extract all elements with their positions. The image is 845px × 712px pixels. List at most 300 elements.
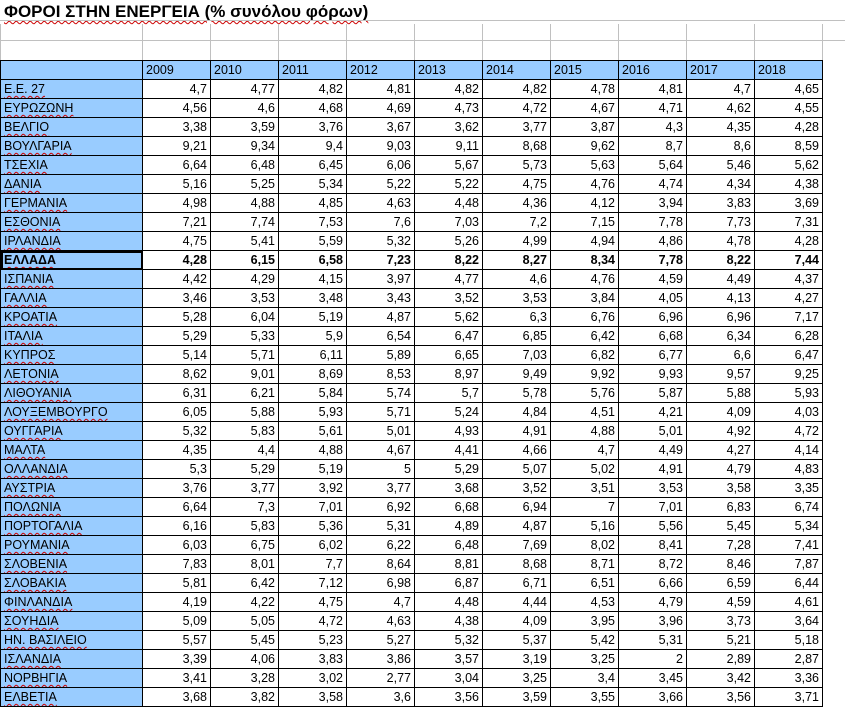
value-cell[interactable]: 5,26 bbox=[415, 232, 483, 251]
value-cell[interactable]: 4,91 bbox=[483, 422, 551, 441]
value-cell[interactable]: 5,84 bbox=[279, 384, 347, 403]
value-cell[interactable]: 6,03 bbox=[143, 536, 211, 555]
value-cell[interactable]: 8,64 bbox=[347, 555, 415, 574]
country-label-cell[interactable]: ΙΣΠΑΝΙΑ bbox=[1, 270, 143, 289]
value-cell[interactable]: 4,7 bbox=[551, 441, 619, 460]
year-header-2011[interactable]: 2011 bbox=[279, 61, 347, 80]
value-cell[interactable]: 3,66 bbox=[619, 688, 687, 707]
value-cell[interactable]: 5,62 bbox=[415, 308, 483, 327]
value-cell[interactable]: 7,73 bbox=[687, 213, 755, 232]
value-cell[interactable]: 5,89 bbox=[347, 346, 415, 365]
value-cell[interactable]: 4,12 bbox=[551, 194, 619, 213]
value-cell[interactable]: 5,71 bbox=[347, 403, 415, 422]
country-label-cell[interactable]: ΜΑΛΤΑ bbox=[1, 441, 143, 460]
value-cell[interactable]: 3,51 bbox=[551, 479, 619, 498]
country-label-cell[interactable]: Ε.Ε. 27 bbox=[1, 80, 143, 99]
value-cell[interactable]: 7,83 bbox=[143, 555, 211, 574]
value-cell[interactable]: 5,31 bbox=[347, 517, 415, 536]
value-cell[interactable]: 4,37 bbox=[755, 270, 823, 289]
value-cell[interactable]: 4,73 bbox=[415, 99, 483, 118]
value-cell[interactable]: 6,76 bbox=[551, 308, 619, 327]
value-cell[interactable]: 3,55 bbox=[551, 688, 619, 707]
value-cell[interactable]: 6,92 bbox=[347, 498, 415, 517]
value-cell[interactable]: 6,83 bbox=[687, 498, 755, 517]
value-cell[interactable]: 6,68 bbox=[415, 498, 483, 517]
value-cell[interactable]: 7,01 bbox=[619, 498, 687, 517]
value-cell[interactable]: 5,88 bbox=[687, 384, 755, 403]
value-cell[interactable]: 4,09 bbox=[687, 403, 755, 422]
value-cell[interactable]: 6,58 bbox=[279, 251, 347, 270]
value-cell[interactable]: 4,59 bbox=[687, 593, 755, 612]
value-cell[interactable]: 3,35 bbox=[755, 479, 823, 498]
value-cell[interactable]: 5,19 bbox=[279, 308, 347, 327]
country-label-cell[interactable]: ΟΛΛΑΝΔΙΑ bbox=[1, 460, 143, 479]
value-cell[interactable]: 4,72 bbox=[279, 612, 347, 631]
value-cell[interactable]: 4,98 bbox=[143, 194, 211, 213]
value-cell[interactable]: 7 bbox=[551, 498, 619, 517]
value-cell[interactable]: 6,48 bbox=[415, 536, 483, 555]
country-label-cell[interactable]: ΣΛΟΒΕΝΙΑ bbox=[1, 555, 143, 574]
value-cell[interactable]: 3,41 bbox=[143, 669, 211, 688]
value-cell[interactable]: 4,53 bbox=[551, 593, 619, 612]
value-cell[interactable]: 6,02 bbox=[279, 536, 347, 555]
value-cell[interactable]: 6,42 bbox=[551, 327, 619, 346]
value-cell[interactable]: 4,05 bbox=[619, 289, 687, 308]
value-cell[interactable]: 8,69 bbox=[279, 365, 347, 384]
value-cell[interactable]: 7,17 bbox=[755, 308, 823, 327]
value-cell[interactable]: 3,71 bbox=[755, 688, 823, 707]
value-cell[interactable]: 8,68 bbox=[483, 137, 551, 156]
value-cell[interactable]: 5,02 bbox=[551, 460, 619, 479]
value-cell[interactable]: 4,28 bbox=[755, 118, 823, 137]
country-label-cell[interactable]: ΣΟΥΗΔΙΑ bbox=[1, 612, 143, 631]
value-cell[interactable]: 3,4 bbox=[551, 669, 619, 688]
value-cell[interactable]: 3,57 bbox=[415, 650, 483, 669]
year-header-2015[interactable]: 2015 bbox=[551, 61, 619, 80]
value-cell[interactable]: 5,34 bbox=[279, 175, 347, 194]
value-cell[interactable]: 8,71 bbox=[551, 555, 619, 574]
value-cell[interactable]: 6,64 bbox=[143, 156, 211, 175]
value-cell[interactable]: 4,81 bbox=[619, 80, 687, 99]
value-cell[interactable]: 6,47 bbox=[415, 327, 483, 346]
value-cell[interactable]: 6,04 bbox=[211, 308, 279, 327]
country-label-cell[interactable]: ΛΟΥΞΕΜΒΟΥΡΓΟ bbox=[1, 403, 143, 422]
value-cell[interactable]: 5,93 bbox=[279, 403, 347, 422]
value-cell[interactable]: 7,31 bbox=[755, 213, 823, 232]
value-cell[interactable]: 4,78 bbox=[551, 80, 619, 99]
value-cell[interactable]: 4,63 bbox=[347, 612, 415, 631]
header-corner-cell[interactable] bbox=[1, 61, 143, 80]
value-cell[interactable]: 4,87 bbox=[347, 308, 415, 327]
value-cell[interactable]: 5,37 bbox=[483, 631, 551, 650]
value-cell[interactable]: 3,39 bbox=[143, 650, 211, 669]
value-cell[interactable]: 3,45 bbox=[619, 669, 687, 688]
value-cell[interactable]: 9,21 bbox=[143, 137, 211, 156]
value-cell[interactable]: 9,01 bbox=[211, 365, 279, 384]
value-cell[interactable]: 3,96 bbox=[619, 612, 687, 631]
country-label-cell[interactable]: ΦΙΝΛΑΝΔΙΑ bbox=[1, 593, 143, 612]
value-cell[interactable]: 4,6 bbox=[211, 99, 279, 118]
value-cell[interactable]: 3,92 bbox=[279, 479, 347, 498]
value-cell[interactable]: 5,24 bbox=[415, 403, 483, 422]
value-cell[interactable]: 8,01 bbox=[211, 555, 279, 574]
value-cell[interactable]: 4,63 bbox=[347, 194, 415, 213]
value-cell[interactable]: 9,49 bbox=[483, 365, 551, 384]
value-cell[interactable]: 3,04 bbox=[415, 669, 483, 688]
value-cell[interactable]: 3,77 bbox=[483, 118, 551, 137]
value-cell[interactable]: 7,15 bbox=[551, 213, 619, 232]
value-cell[interactable]: 4,44 bbox=[483, 593, 551, 612]
value-cell[interactable]: 4,82 bbox=[279, 80, 347, 99]
value-cell[interactable]: 8,81 bbox=[415, 555, 483, 574]
value-cell[interactable]: 7,78 bbox=[619, 213, 687, 232]
year-header-2009[interactable]: 2009 bbox=[143, 61, 211, 80]
value-cell[interactable]: 8,46 bbox=[687, 555, 755, 574]
value-cell[interactable]: 4,88 bbox=[211, 194, 279, 213]
year-header-2012[interactable]: 2012 bbox=[347, 61, 415, 80]
value-cell[interactable]: 3,48 bbox=[279, 289, 347, 308]
value-cell[interactable]: 4,66 bbox=[483, 441, 551, 460]
value-cell[interactable]: 5,3 bbox=[143, 460, 211, 479]
value-cell[interactable]: 8,68 bbox=[483, 555, 551, 574]
value-cell[interactable]: 5,45 bbox=[687, 517, 755, 536]
value-cell[interactable]: 4,79 bbox=[619, 593, 687, 612]
value-cell[interactable]: 2,87 bbox=[755, 650, 823, 669]
value-cell[interactable]: 7,21 bbox=[143, 213, 211, 232]
value-cell[interactable]: 6,22 bbox=[347, 536, 415, 555]
value-cell[interactable]: 5,64 bbox=[619, 156, 687, 175]
value-cell[interactable]: 4,69 bbox=[347, 99, 415, 118]
value-cell[interactable]: 6,94 bbox=[483, 498, 551, 517]
value-cell[interactable]: 7,2 bbox=[483, 213, 551, 232]
value-cell[interactable]: 6,31 bbox=[143, 384, 211, 403]
value-cell[interactable]: 5,41 bbox=[211, 232, 279, 251]
value-cell[interactable]: 6,47 bbox=[755, 346, 823, 365]
value-cell[interactable]: 2,89 bbox=[687, 650, 755, 669]
value-cell[interactable]: 3,77 bbox=[347, 479, 415, 498]
value-cell[interactable]: 5 bbox=[347, 460, 415, 479]
value-cell[interactable]: 5,7 bbox=[415, 384, 483, 403]
value-cell[interactable]: 3,52 bbox=[483, 479, 551, 498]
value-cell[interactable]: 6,59 bbox=[687, 574, 755, 593]
value-cell[interactable]: 4,7 bbox=[687, 80, 755, 99]
value-cell[interactable]: 4,62 bbox=[687, 99, 755, 118]
value-cell[interactable]: 8,41 bbox=[619, 536, 687, 555]
value-cell[interactable]: 5,56 bbox=[619, 517, 687, 536]
value-cell[interactable]: 8,22 bbox=[687, 251, 755, 270]
value-cell[interactable]: 3,25 bbox=[483, 669, 551, 688]
value-cell[interactable]: 5,21 bbox=[687, 631, 755, 650]
value-cell[interactable]: 5,05 bbox=[211, 612, 279, 631]
value-cell[interactable]: 5,32 bbox=[415, 631, 483, 650]
value-cell[interactable]: 6,54 bbox=[347, 327, 415, 346]
value-cell[interactable]: 4,74 bbox=[619, 175, 687, 194]
value-cell[interactable]: 2 bbox=[619, 650, 687, 669]
country-label-cell[interactable]: ΟΥΓΓΑΡΙΑ bbox=[1, 422, 143, 441]
value-cell[interactable]: 5,67 bbox=[415, 156, 483, 175]
value-cell[interactable]: 4,67 bbox=[347, 441, 415, 460]
value-cell[interactable]: 6,16 bbox=[143, 517, 211, 536]
value-cell[interactable]: 3,53 bbox=[483, 289, 551, 308]
value-cell[interactable]: 5,81 bbox=[143, 574, 211, 593]
country-label-cell[interactable]: ΓΕΡΜΑΝΙΑ bbox=[1, 194, 143, 213]
value-cell[interactable]: 9,57 bbox=[687, 365, 755, 384]
value-cell[interactable]: 3,56 bbox=[687, 688, 755, 707]
value-cell[interactable]: 4,88 bbox=[279, 441, 347, 460]
value-cell[interactable]: 3,73 bbox=[687, 612, 755, 631]
value-cell[interactable]: 5,62 bbox=[755, 156, 823, 175]
value-cell[interactable]: 5,29 bbox=[415, 460, 483, 479]
value-cell[interactable]: 3,59 bbox=[211, 118, 279, 137]
value-cell[interactable]: 5,71 bbox=[211, 346, 279, 365]
value-cell[interactable]: 3,53 bbox=[619, 479, 687, 498]
value-cell[interactable]: 5,36 bbox=[279, 517, 347, 536]
value-cell[interactable]: 3,56 bbox=[415, 688, 483, 707]
value-cell[interactable]: 3,67 bbox=[347, 118, 415, 137]
value-cell[interactable]: 7,87 bbox=[755, 555, 823, 574]
value-cell[interactable]: 4,14 bbox=[755, 441, 823, 460]
country-label-cell[interactable]: ΤΣΕΧΙΑ bbox=[1, 156, 143, 175]
value-cell[interactable]: 5,28 bbox=[143, 308, 211, 327]
value-cell[interactable]: 5,42 bbox=[551, 631, 619, 650]
value-cell[interactable]: 9,03 bbox=[347, 137, 415, 156]
value-cell[interactable]: 7,01 bbox=[279, 498, 347, 517]
country-label-cell[interactable]: ΙΡΛΑΝΔΙΑ bbox=[1, 232, 143, 251]
value-cell[interactable]: 8,6 bbox=[687, 137, 755, 156]
value-cell[interactable]: 5,76 bbox=[551, 384, 619, 403]
value-cell[interactable]: 7,7 bbox=[279, 555, 347, 574]
value-cell[interactable]: 5,61 bbox=[279, 422, 347, 441]
value-cell[interactable]: 3,52 bbox=[415, 289, 483, 308]
value-cell[interactable]: 6,74 bbox=[755, 498, 823, 517]
value-cell[interactable]: 6,51 bbox=[551, 574, 619, 593]
value-cell[interactable]: 5,73 bbox=[483, 156, 551, 175]
value-cell[interactable]: 6,85 bbox=[483, 327, 551, 346]
value-cell[interactable]: 4,48 bbox=[415, 194, 483, 213]
value-cell[interactable]: 4,83 bbox=[755, 460, 823, 479]
year-header-2018[interactable]: 2018 bbox=[755, 61, 823, 80]
value-cell[interactable]: 6,75 bbox=[211, 536, 279, 555]
value-cell[interactable]: 4,38 bbox=[755, 175, 823, 194]
value-cell[interactable]: 3,69 bbox=[755, 194, 823, 213]
value-cell[interactable]: 3,94 bbox=[619, 194, 687, 213]
country-label-cell[interactable]: ΝΟΡΒΗΓΙΑ bbox=[1, 669, 143, 688]
value-cell[interactable]: 5,16 bbox=[551, 517, 619, 536]
value-cell[interactable]: 6,66 bbox=[619, 574, 687, 593]
value-cell[interactable]: 4,94 bbox=[551, 232, 619, 251]
country-label-cell[interactable]: ΡΟΥΜΑΝΙΑ bbox=[1, 536, 143, 555]
year-header-2010[interactable]: 2010 bbox=[211, 61, 279, 80]
country-label-cell[interactable]: ΒΟΥΛΓΑΡΙΑ bbox=[1, 137, 143, 156]
value-cell[interactable]: 4,48 bbox=[415, 593, 483, 612]
value-cell[interactable]: 3,95 bbox=[551, 612, 619, 631]
value-cell[interactable]: 3,42 bbox=[687, 669, 755, 688]
value-cell[interactable]: 4,28 bbox=[143, 251, 211, 270]
country-label-cell[interactable]: ΠΟΛΩΝΙΑ bbox=[1, 498, 143, 517]
value-cell[interactable]: 3,76 bbox=[279, 118, 347, 137]
value-cell[interactable]: 4,34 bbox=[687, 175, 755, 194]
value-cell[interactable]: 3,68 bbox=[415, 479, 483, 498]
value-cell[interactable]: 3,84 bbox=[551, 289, 619, 308]
value-cell[interactable]: 6,21 bbox=[211, 384, 279, 403]
value-cell[interactable]: 6,05 bbox=[143, 403, 211, 422]
value-cell[interactable]: 9,11 bbox=[415, 137, 483, 156]
value-cell[interactable]: 4,65 bbox=[755, 80, 823, 99]
value-cell[interactable]: 4,6 bbox=[483, 270, 551, 289]
value-cell[interactable]: 3,6 bbox=[347, 688, 415, 707]
value-cell[interactable]: 7,44 bbox=[755, 251, 823, 270]
country-label-cell[interactable]: ΕΛΛΑΔΑ bbox=[1, 251, 143, 270]
value-cell[interactable]: 4,75 bbox=[279, 593, 347, 612]
country-label-cell[interactable]: ΓΑΛΛΙΑ bbox=[1, 289, 143, 308]
value-cell[interactable]: 5,83 bbox=[211, 517, 279, 536]
value-cell[interactable]: 3,46 bbox=[143, 289, 211, 308]
value-cell[interactable]: 4,29 bbox=[211, 270, 279, 289]
value-cell[interactable]: 8,27 bbox=[483, 251, 551, 270]
value-cell[interactable]: 6,6 bbox=[687, 346, 755, 365]
value-cell[interactable]: 4,77 bbox=[211, 80, 279, 99]
value-cell[interactable]: 4,86 bbox=[619, 232, 687, 251]
country-label-cell[interactable]: ΚΥΠΡΟΣ bbox=[1, 346, 143, 365]
value-cell[interactable]: 5,09 bbox=[143, 612, 211, 631]
value-cell[interactable]: 5,32 bbox=[347, 232, 415, 251]
value-cell[interactable]: 4,56 bbox=[143, 99, 211, 118]
value-cell[interactable]: 8,34 bbox=[551, 251, 619, 270]
value-cell[interactable]: 5,27 bbox=[347, 631, 415, 650]
value-cell[interactable]: 7,03 bbox=[483, 346, 551, 365]
value-cell[interactable]: 9,93 bbox=[619, 365, 687, 384]
value-cell[interactable]: 7,28 bbox=[687, 536, 755, 555]
value-cell[interactable]: 7,23 bbox=[347, 251, 415, 270]
country-label-cell[interactable]: ΕΥΡΩΖΩΝΗ bbox=[1, 99, 143, 118]
value-cell[interactable]: 9,34 bbox=[211, 137, 279, 156]
value-cell[interactable]: 3,83 bbox=[279, 650, 347, 669]
value-cell[interactable]: 4,22 bbox=[211, 593, 279, 612]
value-cell[interactable]: 8,22 bbox=[415, 251, 483, 270]
value-cell[interactable]: 9,62 bbox=[551, 137, 619, 156]
value-cell[interactable]: 5,74 bbox=[347, 384, 415, 403]
value-cell[interactable]: 5,59 bbox=[279, 232, 347, 251]
value-cell[interactable]: 5,16 bbox=[143, 175, 211, 194]
value-cell[interactable]: 7,12 bbox=[279, 574, 347, 593]
country-label-cell[interactable]: ΛΕΤΟΝΙΑ bbox=[1, 365, 143, 384]
value-cell[interactable]: 7,53 bbox=[279, 213, 347, 232]
value-cell[interactable]: 5,88 bbox=[211, 403, 279, 422]
value-cell[interactable]: 3,76 bbox=[143, 479, 211, 498]
value-cell[interactable]: 5,19 bbox=[279, 460, 347, 479]
value-cell[interactable]: 4,72 bbox=[483, 99, 551, 118]
value-cell[interactable]: 6,3 bbox=[483, 308, 551, 327]
value-cell[interactable]: 5,29 bbox=[211, 460, 279, 479]
value-cell[interactable]: 4,89 bbox=[415, 517, 483, 536]
value-cell[interactable]: 6,96 bbox=[687, 308, 755, 327]
country-label-cell[interactable]: ΕΣΘΟΝΙΑ bbox=[1, 213, 143, 232]
value-cell[interactable]: 5,45 bbox=[211, 631, 279, 650]
value-cell[interactable]: 4,13 bbox=[687, 289, 755, 308]
value-cell[interactable]: 6,42 bbox=[211, 574, 279, 593]
value-cell[interactable]: 4,59 bbox=[619, 270, 687, 289]
value-cell[interactable]: 4,79 bbox=[687, 460, 755, 479]
value-cell[interactable]: 8,7 bbox=[619, 137, 687, 156]
value-cell[interactable]: 4,82 bbox=[415, 80, 483, 99]
value-cell[interactable]: 7,6 bbox=[347, 213, 415, 232]
value-cell[interactable]: 4,03 bbox=[755, 403, 823, 422]
value-cell[interactable]: 3,77 bbox=[211, 479, 279, 498]
value-cell[interactable]: 4,93 bbox=[415, 422, 483, 441]
value-cell[interactable]: 5,31 bbox=[619, 631, 687, 650]
value-cell[interactable]: 3,59 bbox=[483, 688, 551, 707]
country-label-cell[interactable]: ΗΝ. ΒΑΣΙΛΕΙΟ bbox=[1, 631, 143, 650]
value-cell[interactable]: 7,03 bbox=[415, 213, 483, 232]
value-cell[interactable]: 4,77 bbox=[415, 270, 483, 289]
value-cell[interactable]: 4,75 bbox=[143, 232, 211, 251]
value-cell[interactable]: 3,64 bbox=[755, 612, 823, 631]
value-cell[interactable]: 6,34 bbox=[687, 327, 755, 346]
value-cell[interactable]: 5,18 bbox=[755, 631, 823, 650]
value-cell[interactable]: 6,77 bbox=[619, 346, 687, 365]
value-cell[interactable]: 8,02 bbox=[551, 536, 619, 555]
value-cell[interactable]: 6,71 bbox=[483, 574, 551, 593]
value-cell[interactable]: 5,46 bbox=[687, 156, 755, 175]
value-cell[interactable]: 4,42 bbox=[143, 270, 211, 289]
value-cell[interactable]: 4,88 bbox=[551, 422, 619, 441]
value-cell[interactable]: 8,59 bbox=[755, 137, 823, 156]
value-cell[interactable]: 5,57 bbox=[143, 631, 211, 650]
value-cell[interactable]: 6,68 bbox=[619, 327, 687, 346]
value-cell[interactable]: 4,75 bbox=[483, 175, 551, 194]
value-cell[interactable]: 4,85 bbox=[279, 194, 347, 213]
value-cell[interactable]: 4,67 bbox=[551, 99, 619, 118]
value-cell[interactable]: 4,4 bbox=[211, 441, 279, 460]
value-cell[interactable]: 7,74 bbox=[211, 213, 279, 232]
value-cell[interactable]: 5,29 bbox=[143, 327, 211, 346]
value-cell[interactable]: 3,62 bbox=[415, 118, 483, 137]
value-cell[interactable]: 8,62 bbox=[143, 365, 211, 384]
value-cell[interactable]: 4,82 bbox=[483, 80, 551, 99]
value-cell[interactable]: 5,33 bbox=[211, 327, 279, 346]
value-cell[interactable]: 3,82 bbox=[211, 688, 279, 707]
value-cell[interactable]: 5,78 bbox=[483, 384, 551, 403]
value-cell[interactable]: 4,51 bbox=[551, 403, 619, 422]
value-cell[interactable]: 4,41 bbox=[415, 441, 483, 460]
value-cell[interactable]: 7,69 bbox=[483, 536, 551, 555]
value-cell[interactable]: 7,41 bbox=[755, 536, 823, 555]
value-cell[interactable]: 4,72 bbox=[755, 422, 823, 441]
value-cell[interactable]: 3,02 bbox=[279, 669, 347, 688]
country-label-cell[interactable]: ΒΕΛΓΙΟ bbox=[1, 118, 143, 137]
value-cell[interactable]: 3,87 bbox=[551, 118, 619, 137]
value-cell[interactable]: 3,25 bbox=[551, 650, 619, 669]
value-cell[interactable]: 3,58 bbox=[279, 688, 347, 707]
value-cell[interactable]: 4,84 bbox=[483, 403, 551, 422]
value-cell[interactable]: 5,25 bbox=[211, 175, 279, 194]
value-cell[interactable]: 8,72 bbox=[619, 555, 687, 574]
value-cell[interactable]: 3,83 bbox=[687, 194, 755, 213]
value-cell[interactable]: 6,44 bbox=[755, 574, 823, 593]
value-cell[interactable]: 4,27 bbox=[755, 289, 823, 308]
value-cell[interactable]: 4,61 bbox=[755, 593, 823, 612]
value-cell[interactable]: 4,21 bbox=[619, 403, 687, 422]
value-cell[interactable]: 9,25 bbox=[755, 365, 823, 384]
year-header-2014[interactable]: 2014 bbox=[483, 61, 551, 80]
value-cell[interactable]: 3,19 bbox=[483, 650, 551, 669]
value-cell[interactable]: 6,15 bbox=[211, 251, 279, 270]
value-cell[interactable]: 3,58 bbox=[687, 479, 755, 498]
value-cell[interactable]: 6,11 bbox=[279, 346, 347, 365]
value-cell[interactable]: 4,55 bbox=[755, 99, 823, 118]
value-cell[interactable]: 3,97 bbox=[347, 270, 415, 289]
value-cell[interactable]: 5,87 bbox=[619, 384, 687, 403]
